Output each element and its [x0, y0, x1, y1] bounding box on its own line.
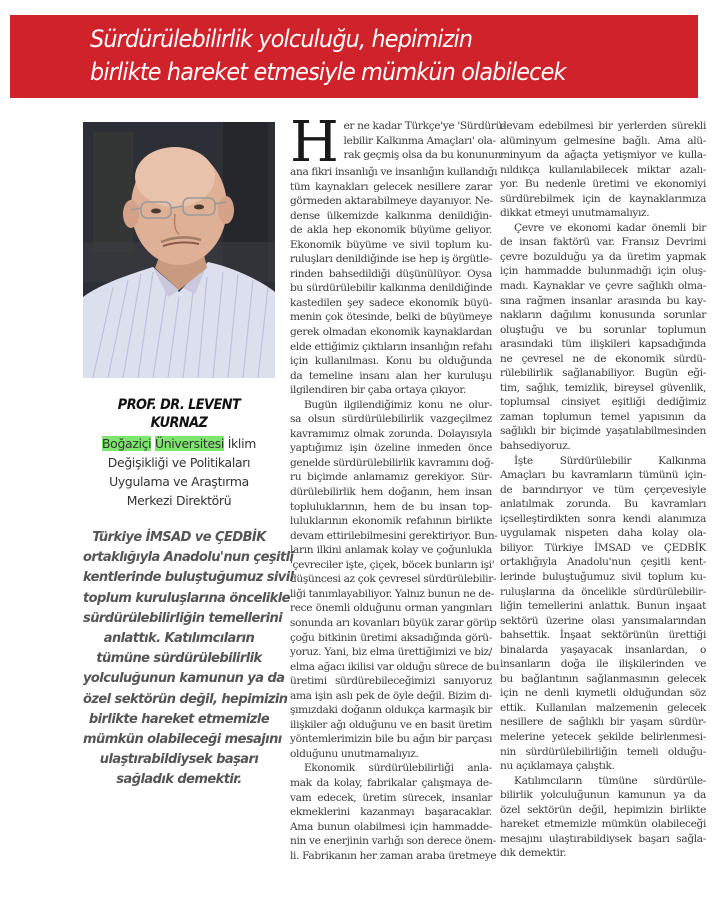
text-line: lebilir Kalkınma Amaçları' ola-	[343, 134, 496, 147]
text-line: düşüncesi az çok çevresel sürdürülebilir-	[290, 573, 497, 586]
text-line: rece önemli olduğunu orman yangınları	[290, 602, 492, 615]
pullquote-line: sağladık demektir.	[116, 772, 242, 788]
text-line: bu bağlantının sağlanmasının gelecek	[500, 672, 706, 685]
text-line: ekmeklerini kazanmayı başaracaklar.	[290, 806, 492, 819]
text-line: rülebilirlik sağlanabiliyor. Bugün eği-	[500, 367, 706, 380]
text-line: 'çevreciler işte, çiçek, böcek bunların işi'	[290, 558, 495, 571]
title-line-1: Sürdürülebilirlik yolculuğu, hepimizin	[90, 25, 473, 53]
text-line: ilgilendiren bir çaba ortaya çıkıyor.	[290, 384, 466, 397]
text-line: olduğunu unutmamalıyız.	[290, 747, 419, 760]
text-line: mesajını ulaştırabildiysek başarı sağla-	[500, 832, 706, 845]
text-line: Ekonomik sürdürülebilirliği anla-	[304, 762, 492, 775]
text-line: de barındırıyor ve tüm çerçevesiyle	[500, 483, 706, 496]
text-line: da temeline insanı alan her kuruluşu	[290, 369, 492, 382]
pullquote-line: kentlerinde buluştuğumuz sivil	[83, 570, 294, 586]
right-column-text	[500, 119, 706, 861]
author-role-line-3: Uygulama ve Araştırma	[109, 474, 249, 489]
pullquote-line: anlattık. Katılımcıların	[103, 631, 255, 647]
author-name: PROF. DR. LEVENT KURNAZ	[117, 397, 241, 431]
text-line: nıldıkça kullanılabilecek miktar azalı-	[500, 163, 706, 176]
text-line: ilişkiler ağı olduğunu ve en basit üretim	[290, 718, 492, 731]
text-line: yoruz. Yani, biz elma ürettiğimizi ve biz/	[290, 646, 492, 659]
pullquote-line: yolculuğunun kamunun ya da	[83, 671, 285, 687]
portrait-image	[83, 122, 275, 378]
middle-column-text	[290, 165, 500, 863]
text-line: er ne kadar Türkçe'ye 'Sürdürü-	[343, 120, 506, 132]
text-line: görmeden aktarabilmeye dayanıyor. Ne-	[290, 195, 493, 208]
title-line-2: birlikte hareket etmesiyle mümkün olabilecek	[90, 58, 566, 86]
text-line: dık demektir.	[500, 847, 567, 860]
text-line: dikkat etmeyi unutmamalıyız.	[500, 207, 650, 220]
text-line: Ekonomik büyüme ve sivil toplum ku-	[290, 238, 492, 251]
text-line: ru biçimde anlamamız gerekiyor. Sür-	[290, 471, 492, 484]
text-line: devam edebilmesi bir yerlerden sürekli	[500, 120, 706, 132]
text-line: sonunda arı kovanları büyük zarar görüp	[290, 616, 497, 629]
text-line: toplumsal cinsiyet eşitliği dediğimiz	[500, 396, 706, 409]
text-line: Amaçları bu kavramların tümünü için-	[500, 469, 706, 482]
text-line: ettik. Kullanılan malzemenin gelecek	[500, 701, 706, 714]
author-role-line-4: Merkezi Direktörü	[126, 493, 232, 508]
text-line: oluştuğu ve bu sorunlar toplumun	[500, 323, 706, 336]
text-line: ruluşlarına da öncelikle sürdürülebilir-	[500, 585, 706, 598]
text-line: sürdürebilmek için de kaynaklarımıza	[500, 192, 706, 205]
pullquote-line: ulaştırabildiysek başarı	[99, 752, 259, 768]
text-line: yöntemlerimizin bile bu ağın bir parçası	[290, 733, 492, 746]
text-line: uygulamak nispeten daha kolay ola-	[500, 527, 706, 540]
text-line: dense ülkemizde kalkınma denildiğin-	[290, 209, 492, 222]
text-line: nu açıklamaya çalıştık.	[500, 760, 615, 773]
text-line: elma ağacı ikilisi var olduğu sürece de bu	[290, 660, 500, 673]
text-line: özel sektörün değil, hepimizin birlikte	[500, 803, 706, 816]
text-line: alüminyum gelmesine bağlı. Ama alü-	[500, 134, 706, 147]
text-line: için hammadde bulunmadığı için oluş-	[500, 265, 706, 278]
text-line: kavramımız olmak zorunda. Dolayısıyla	[290, 427, 492, 440]
text-line: sına rağmen insanlar arasında bu kay-	[500, 294, 706, 307]
text-line: ne çevresel ne de ekonomik sürdü-	[500, 352, 706, 365]
article-title	[90, 23, 655, 89]
text-line: gerek olmadan ekonomik kaynaklardan	[290, 326, 492, 339]
text-line: rak geçmiş olsa da bu konunun	[343, 149, 501, 162]
text-line: tim, sağlık, temizlik, bireysel güvenlik,	[500, 381, 706, 394]
pullquote-line: tümüne sürdürülebilirlik	[96, 651, 262, 667]
highlighted-text-universitesi: Üniversitesi	[154, 436, 225, 451]
text-line: şımızdaki doğanın oldukça karmaşık bir	[290, 704, 492, 717]
text-line: Bugün ilgilendiğimiz konu ne olur-	[304, 398, 492, 411]
pull-quote	[83, 528, 294, 791]
text-line: bilirlik yolculuğunun kamunun ya da	[500, 789, 706, 802]
text-line: dürülebilirlik hem doğanın, hem insan	[290, 486, 492, 499]
author-role-line-2: Değişikliği ve Politikaları	[107, 455, 251, 470]
text-line: liğin temellerini anlattık. Bunun inşaat	[500, 600, 706, 613]
text-line: devam ettirilebilmesini gerektiriyor. Bun-	[290, 529, 498, 542]
pullquote-line: sürdürülebilirliğin temellerini	[83, 610, 283, 626]
text-line: de insan faktörü var. Fransız Devrimi	[500, 236, 706, 249]
pullquote-line: mümkün olabileceği mesajını	[83, 732, 282, 748]
pullquote-line: Türkiye İMSAD ve ÇEDBİK	[92, 530, 266, 545]
pullquote-line: birlikte hareket etmemizle	[88, 711, 270, 727]
text-line: ama işin aslı pek de öyle değil. Bizim dı-	[290, 689, 492, 702]
text-line: yor. Bu nedenle üretimi ve ekonomiyi	[500, 178, 706, 191]
drop-cap: H	[290, 110, 339, 175]
text-line: sa olsun sürdürülebilirlik vazgeçilmez	[290, 413, 492, 426]
text-line: luluklarının ekonomik refahının birlikte	[290, 515, 492, 528]
text-line: biliyor. Türkiye İMSAD ve ÇEDBİK	[500, 541, 706, 554]
author-role-line-1-rest: İklim	[224, 436, 256, 451]
text-line: ortaklığıyla Anadolu'nun çeşitli kent-	[500, 556, 706, 569]
text-line: yaptığımız işin özeline inmeden önce	[290, 442, 492, 455]
text-line: li. Fabrikanın her zaman araba üretmeye	[290, 849, 497, 862]
text-line: rinden bahsedildiği düşünülüyor. Oysa	[290, 267, 492, 280]
text-line: sektörü üzerine olası yansımalarından	[500, 614, 706, 627]
text-line: Ama bunun olabilmesi için hammadde-	[290, 820, 492, 833]
pullquote-line: toplum kuruluşlarına öncelikle	[83, 590, 290, 606]
text-line: bahsediyoruz.	[500, 440, 571, 453]
text-line: mak da kolay, fabrikalar çalışmaya de-	[290, 776, 492, 789]
text-line: liği tanımlayabiliyor. Yalnız bunun ne de-	[290, 587, 494, 600]
text-line: anlatılmak zorunda. Bu kavramları	[500, 498, 706, 511]
text-line: için kullanılması. Konu bu olduğunda	[290, 355, 492, 368]
text-line: nesillere de sağlıklı bir yaşam sürdür-	[500, 716, 706, 729]
text-line: İşte Sürdürülebilir Kalkınma	[514, 454, 706, 467]
pullquote-line: ortaklığıyla Anadolu'nun çeşitli	[83, 550, 294, 566]
text-line: sağlıklı bir biçimde yaşatılabilmesinden	[500, 425, 706, 438]
highlighted-text-bogazici: Boğaziçi	[101, 436, 152, 451]
text-line: bu sürdürülebilir kalkınma denildiğinde	[290, 282, 492, 295]
text-line: nakların dağılımı konusunda sorunlar	[500, 309, 706, 322]
author-info	[83, 396, 275, 510]
text-line: arasındaki tüm ilişkileri kapsadığında	[500, 338, 706, 351]
text-line: kastedilen şey sadece ekonomik büyü-	[290, 296, 492, 309]
text-line: hareket etmemizle mümkün olabileceği	[500, 818, 706, 831]
text-line: nin sürdürülebilirliğin temeli olduğu-	[500, 745, 706, 758]
text-line: topluluklarının, hem de bu insan top-	[290, 500, 492, 513]
text-line: minyum da ağaçta yetişmiyor ve kulla-	[500, 149, 706, 162]
text-line: nin ve enerjinin varlığı son derece önem-	[290, 835, 496, 848]
title-band	[10, 15, 698, 98]
text-line: lerinde buluştuğumuz sivil toplum ku-	[500, 570, 706, 583]
text-line: genelde sürdürülebilirlik kavramını doğ-	[290, 456, 494, 469]
text-line: melerine yetecek şekilde belirlenmesi-	[500, 730, 706, 743]
text-line: tüm kaynakları gelecek nesillere zarar	[290, 180, 492, 193]
text-line: binalarda yaşayacak insanlardan, o	[500, 643, 706, 656]
text-line: çevre bozulduğu ya da üretim yapmak	[500, 250, 706, 263]
author-role-line-1	[83, 434, 275, 453]
text-line: zaman toplumun temel yapısının da	[500, 410, 706, 423]
text-line: için ne denli kıymetli olduğundan söz	[500, 687, 706, 700]
text-line: menin çok ötesinde, belki de büyümeye	[290, 311, 492, 324]
text-line: üretimi sürdürebileceğimizi sanıyoruz	[290, 675, 492, 688]
text-line: de akla hep ekonomik büyüme geliyor.	[290, 224, 492, 237]
text-line: madı. Kaynaklar ve çevre sağlıklı olma-	[500, 280, 706, 293]
text-line: Katılımcıların tümüne sürdürüle-	[514, 774, 706, 787]
author-photo	[83, 122, 275, 378]
text-line: bahsettik. İnşaat sektörünün ürettiği	[500, 629, 706, 642]
text-line: ruluşları denildiğinde ise hep iş örgütle-	[290, 253, 492, 266]
text-line: elde ettiğimiz çıktıların insanlığın refahı	[290, 340, 492, 353]
text-line: vam edecek, üretim sürecek, insanlar	[290, 791, 492, 804]
text-line: ların ilkini anlamak kolay ve çoğunlukla	[290, 544, 492, 557]
text-line: ana fikri insanlığı ve insanlığın kullandığı	[290, 166, 498, 178]
pullquote-line: özel sektörün değil, hepimizin	[83, 691, 288, 707]
text-line: Çevre ve ekonomi kadar önemli bir	[514, 221, 706, 234]
article-column-right	[500, 119, 706, 861]
author-sidebar	[83, 122, 294, 804]
text-line: içselleştirdikten sonra kendi alanımıza	[500, 512, 706, 525]
text-line: çoğu bitkinin üretimi aksadığında görü-	[290, 631, 492, 644]
text-line: insanların doğa ile ilişkilerinden ve	[500, 658, 706, 671]
author-role	[83, 434, 275, 510]
article-column-middle	[290, 110, 506, 863]
